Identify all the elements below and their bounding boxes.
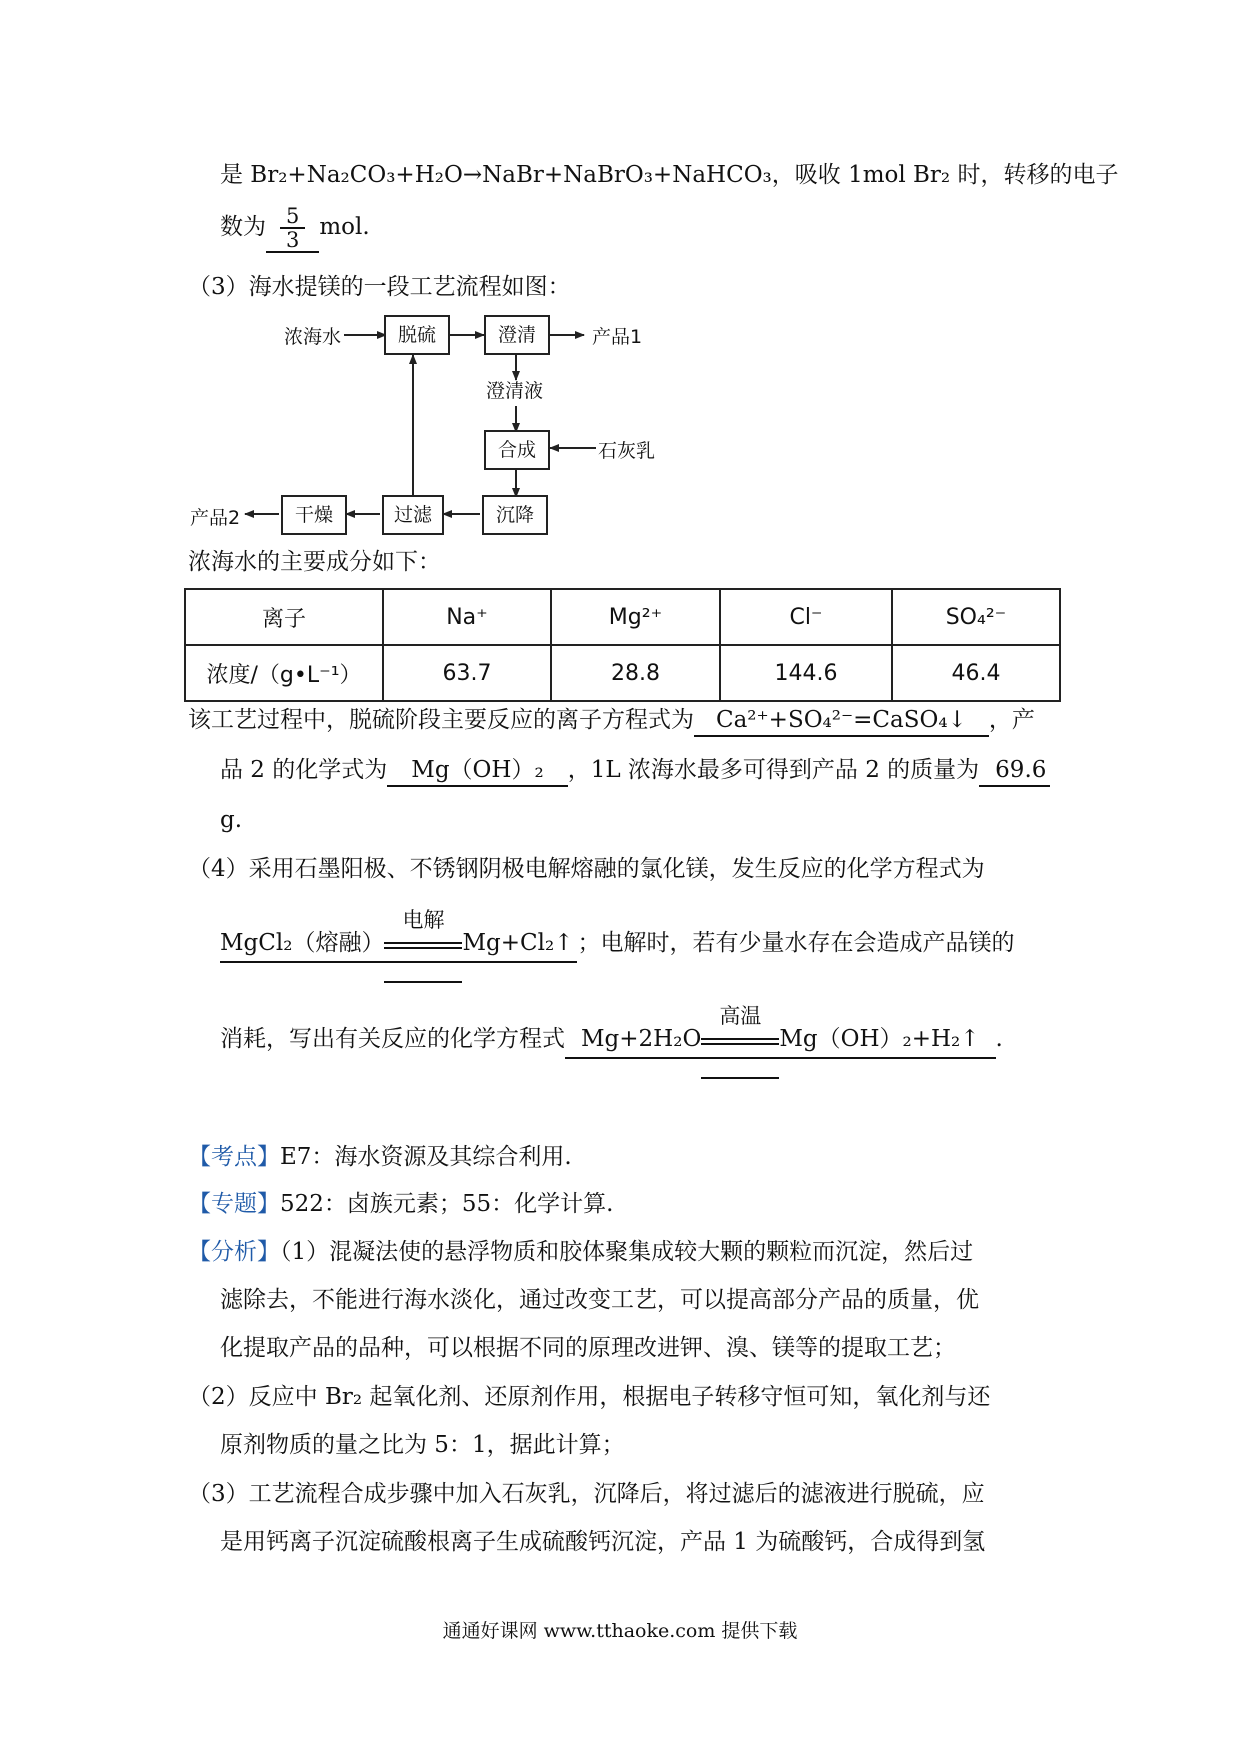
- zhuanti-text: 522：卤族元素；55：化学计算.: [280, 1191, 614, 1217]
- q4-line3-prefix: 消耗，写出有关反应的化学方程式: [220, 1026, 565, 1052]
- product2-mass: 69.6: [979, 755, 1050, 787]
- flow-desulfur-box: 脱硫: [384, 315, 450, 355]
- q3-answer-suffix: ，产: [988, 707, 1035, 733]
- q3-answer-line1: [188, 703, 1035, 737]
- table-cell: 46.4: [892, 645, 1060, 701]
- eq1-suffix: ；电解时，若有少量水存在会造成产品镁的: [577, 930, 1015, 956]
- eq2-condition-sign: [701, 1004, 779, 1057]
- q2-line1: 是 Br₂+Na₂CO₃+H₂O→NaBr+NaBrO₃+NaHCO₃，吸收 1mol Br₂ 时，转移的电子: [220, 162, 1119, 188]
- fraction-numerator: 5: [280, 205, 305, 229]
- analysis-p2-line2: 原剂物质的量之比为 5：1，据此计算；: [220, 1432, 625, 1458]
- q4-line3: [220, 1004, 1003, 1059]
- flow-lime-milk-label: 石灰乳: [598, 440, 656, 462]
- flow-settle-box: 沉降: [482, 495, 548, 535]
- flow-dry-box: 干燥: [281, 495, 347, 535]
- fenxi-line3: 化提取产品的品种，可以根据不同的原理改进钾、溴、镁等的提取工艺；: [220, 1335, 956, 1361]
- product2-formula: Mg（OH）₂: [387, 755, 567, 787]
- table-header-cell: Mg²⁺: [551, 589, 720, 645]
- q3-intro: （3）海水提镁的一段工艺流程如图：: [188, 274, 571, 300]
- magnesium-water-equation: [565, 1004, 996, 1059]
- zhuanti-tag: 【专题】: [188, 1191, 280, 1217]
- fenxi-line1: [188, 1235, 973, 1269]
- fenxi-tag: 【分析】: [188, 1239, 280, 1265]
- q4-equation1-line: [220, 908, 1015, 963]
- fenxi-line2: 滤除去，不能进行海水淡化，通过改变工艺，可以提高部分产品的质量，优: [220, 1287, 979, 1313]
- q3-answer-line3: g.: [220, 807, 243, 833]
- table-cell: 144.6: [720, 645, 892, 701]
- flow-clarify-box: 澄清: [484, 315, 550, 355]
- eq1-condition: 电解: [402, 908, 445, 932]
- flow-product2-label: 产品2: [190, 507, 241, 529]
- ion-concentration-table: [184, 588, 1061, 702]
- analysis-p3-line2: 是用钙离子沉淀硫酸根离子生成硫酸钙沉淀，产品 1 为硫酸钙，合成得到氢: [220, 1529, 986, 1555]
- electrolysis-equation: [220, 908, 577, 963]
- eq1-reactants: MgCl₂（熔融）: [220, 930, 385, 956]
- desulfur-ion-equation: Ca²⁺+SO₄²⁻=CaSO₄↓: [694, 705, 989, 737]
- zhuanti-line: [188, 1187, 613, 1221]
- eq1-condition-sign: [384, 908, 462, 961]
- flow-clear-liquid-label: 澄清液: [486, 380, 544, 402]
- flow-product1-label: 产品1: [592, 326, 643, 348]
- kaodian-text: E7：海水资源及其综合利用.: [280, 1144, 572, 1170]
- table-header-cell: Cl⁻: [720, 589, 892, 645]
- q2-line2-prefix: 数为: [220, 214, 266, 240]
- q3-answer2-mid: ，1L 浓海水最多可得到产品 2 的质量为: [567, 757, 980, 783]
- flow-filter-box: 过滤: [382, 495, 444, 535]
- table-row-label: 浓度/（g•L⁻¹）: [185, 645, 383, 701]
- kaodian-tag: 【考点】: [188, 1144, 280, 1170]
- fenxi-text: （1）混凝法使的悬浮物质和胶体聚集成较大颗的颗粒而沉淀，然后过: [280, 1239, 974, 1265]
- analysis-p2-line1: （2）反应中 Br₂ 起氧化剂、还原剂作用，根据电子转移守恒可知，氧化剂与还: [188, 1384, 991, 1410]
- table-cell: 63.7: [383, 645, 551, 701]
- flow-synthesis-box: 合成: [484, 430, 550, 470]
- table-cell: 28.8: [551, 645, 720, 701]
- flow-input-label: 浓海水: [284, 326, 342, 348]
- eq2-products: Mg（OH）₂+H₂↑: [779, 1026, 980, 1052]
- fraction-denominator: 3: [286, 228, 300, 252]
- composition-intro: 浓海水的主要成分如下：: [188, 549, 441, 575]
- flow-arrows: [0, 0, 1240, 560]
- eq2-condition: 高温: [719, 1004, 762, 1028]
- table-header-cell: Na⁺: [383, 589, 551, 645]
- q4-line3-suffix: .: [995, 1026, 1003, 1052]
- kaodian-line: [188, 1140, 572, 1174]
- q4-line1: （4）采用石墨阳极、不锈钢阴极电解熔融的氯化镁，发生反应的化学方程式为: [188, 856, 985, 882]
- page-footer: 通通好课网 www.tthaoke.com 提供下载: [442, 1620, 798, 1642]
- table-header-row: [185, 589, 1060, 645]
- q3-answer-prefix: 该工艺过程中，脱硫阶段主要反应的离子方程式为: [188, 707, 694, 733]
- q3-answer-line2: [220, 753, 1050, 787]
- q2-line2-suffix: mol.: [319, 214, 370, 240]
- eq1-products: Mg+Cl₂↑: [462, 930, 574, 956]
- table-header-cell: SO₄²⁻: [892, 589, 1060, 645]
- analysis-p3-line1: （3）工艺流程合成步骤中加入石灰乳，沉降后，将过滤后的滤液进行脱硫，应: [188, 1481, 985, 1507]
- q3-answer2-prefix: 品 2 的化学式为: [220, 757, 388, 783]
- table-row: [185, 645, 1060, 701]
- table-header-cell: 离子: [185, 589, 383, 645]
- eq2-reactants: Mg+2H₂O: [581, 1026, 702, 1052]
